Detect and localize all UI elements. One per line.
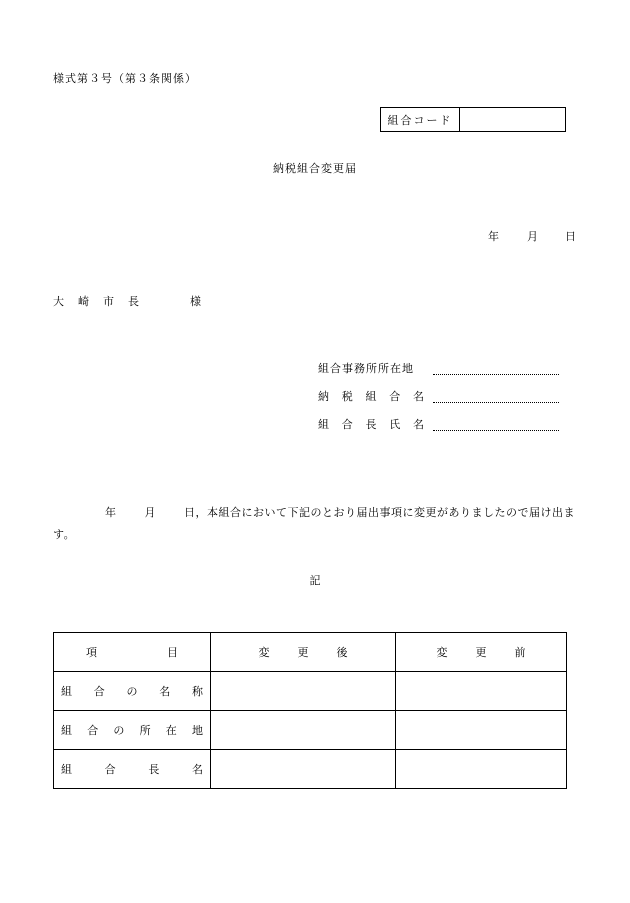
date-month-label: 月 [527,230,538,243]
union-head-name-label: 組 合 長 氏 名 [318,418,424,431]
header-item-cell: 項 目 [54,633,211,672]
addressee-char-1: 大 [53,295,64,308]
row-label-union-head: 組 合 長 名 [54,750,211,789]
ki-heading: 記 [309,574,321,587]
addressee-char-2: 崎 [78,295,89,308]
union-office-address-label: 組合事務所所在地 [318,362,414,375]
addressee-char-4: 長 [128,295,139,308]
document-title: 納税組合変更届 [273,162,357,175]
union-code-label: 組合コード [381,108,460,131]
addressee-honorific: 様 [190,295,201,308]
union-office-address-row [318,360,563,380]
table-header-row [54,633,567,672]
statement-year: 年 [105,506,117,519]
row-label-union-address: 組 合 の 所 在 地 [54,711,211,750]
date-year-label: 年 [488,230,499,243]
statement-body: ，本組合において下記のとおり届出事項に変更がありましたので届け出ます。 [53,506,575,541]
cell-before-union-name[interactable] [396,672,567,711]
statement-day: 日 [184,506,196,519]
cell-before-union-head[interactable] [396,750,567,789]
cell-before-union-address[interactable] [396,711,567,750]
union-code-box [380,107,566,132]
union-head-name-line[interactable] [433,430,559,431]
form-number: 様式第３号（第３条関係） [53,72,197,85]
union-office-address-line[interactable] [433,374,559,375]
cell-after-union-address[interactable] [211,711,396,750]
statement-month: 月 [144,506,156,519]
table-row [54,750,567,789]
change-table [53,632,567,789]
union-name-row [318,388,563,408]
table-row [54,711,567,750]
addressee-char-3: 市 [103,295,114,308]
union-name-label: 納 税 組 合 名 [318,390,424,403]
cell-after-union-name[interactable] [211,672,396,711]
row-label-union-name: 組 合 の 名 称 [54,672,211,711]
cell-after-union-head[interactable] [211,750,396,789]
header-before-cell: 変 更 前 [396,633,567,672]
union-head-name-row [318,416,563,436]
header-after-cell: 変 更 後 [211,633,396,672]
statement-paragraph [53,502,578,546]
table-row [54,672,567,711]
date-day-label: 日 [565,230,576,243]
union-name-line[interactable] [433,402,559,403]
